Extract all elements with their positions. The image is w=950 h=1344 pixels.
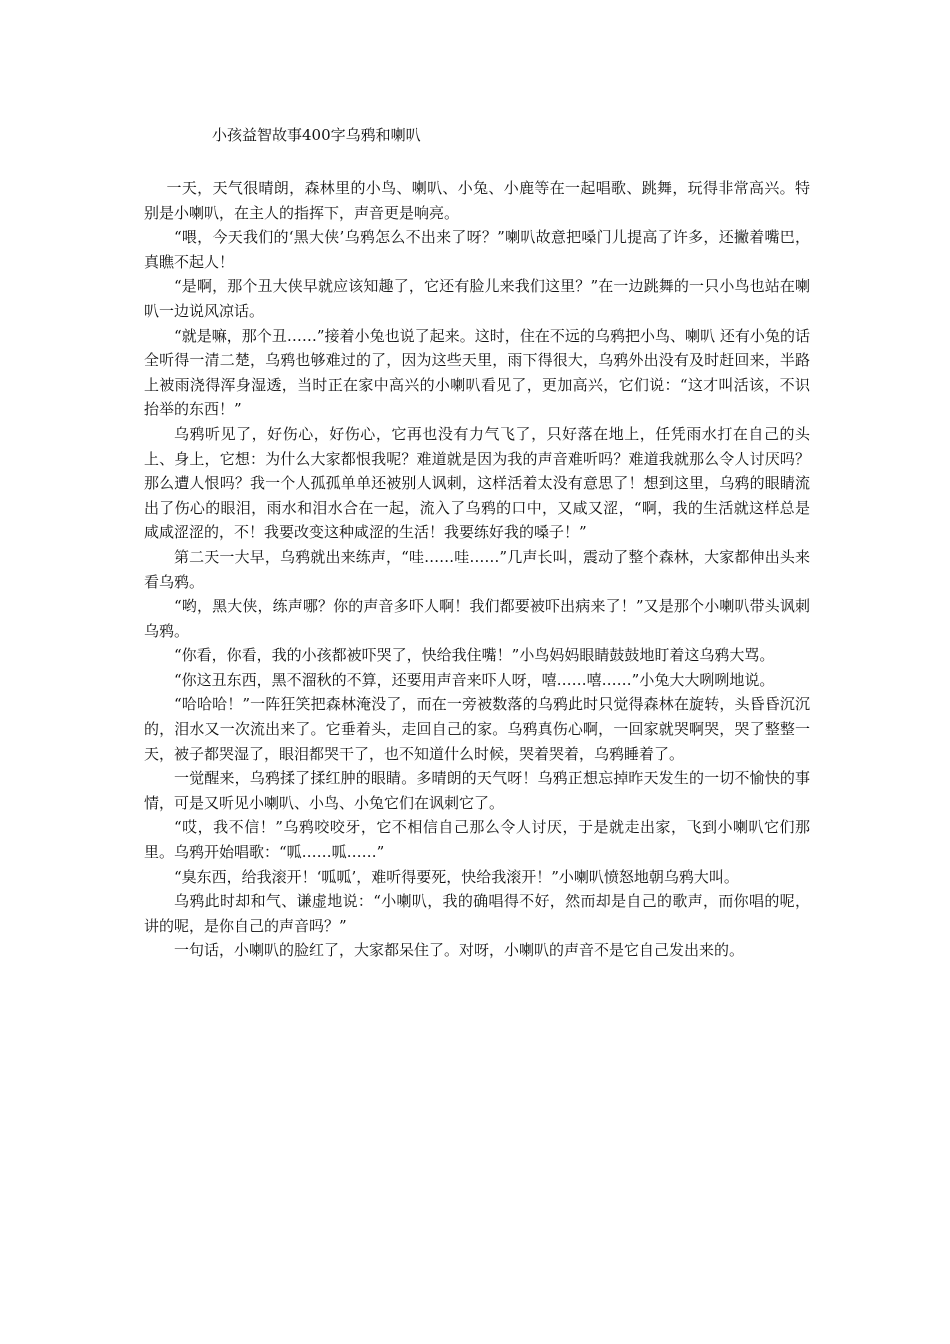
paragraph: 一天，天气很晴朗，森林里的小鸟、喇叭、小兔、小鹿等在一起唱歌、跳舞，玩得非常高兴。特别是小喇叭，在主人的指挥下，声音更是响亮。	[144, 179, 810, 222]
paragraph: 一觉醒来，乌鸦揉了揉红肿的眼睛。多晴朗的天气呀！乌鸦正想忘掉昨天发生的一切不愉快的事情，可是又听见小喇叭、小鸟、小兔它们在讽刺它了。	[144, 769, 810, 812]
document-title: 小孩益智故事400字乌鸦和喇叭	[212, 126, 421, 144]
paragraph: 乌鸦此时却和气、谦虚地说：“小喇叭，我的确唱得不好，然而却是自己的歌声，而你唱的呢，讲的呢，是你自己的声音吗？”	[144, 892, 810, 935]
paragraph: “你看，你看，我的小孩都被吓哭了，快给我住嘴！”小鸟妈妈眼睛鼓鼓地盯着这乌鸦大骂。	[174, 646, 775, 665]
paragraph: “喂，今天我们的‘黑大侠’乌鸦怎么不出来了呀？”喇叭故意把嗓门儿提高了许多，还撇着嘴巴，真瞧不起人！	[144, 228, 810, 271]
paragraph: “哎，我不信！”乌鸦咬咬牙，它不相信自己那么令人讨厌，于是就走出家，飞到小喇叭它们那里。乌鸦开始唱歌：“呱……呱……”	[144, 818, 810, 862]
paragraph: 一句话，小喇叭的脸红了，大家都呆住了。对呀，小喇叭的声音不是它自己发出来的。	[174, 941, 745, 960]
paragraph: “就是嘛，那个丑……”接着小兔也说了起来。这时，住在不远的乌鸦把小鸟、喇叭 还有小兔的话全听得一清二楚，乌鸦也够难过的了，因为这些天里，雨下得很大，乌鸦外出没有及时赶回来，半路上被雨浇得浑身湿透，当时正在家中高兴的小喇叭看见了，更加高兴，它们说：“这才叫活该，不识抬举的东西！”	[144, 326, 810, 419]
paragraph: 乌鸦听见了，好伤心，好伤心，它再也没有力气飞了，只好落在地上，任凭雨水打在自己的头上、身上，它想：为什么大家都恨我呢？难道就是因为我的声音难听吗？难道我就那么令人讨厌吗？那么遭人恨吗？我一个人孤孤单单还被别人讽刺，这样活着太没有意思了！想到这里，乌鸦的眼睛流出了伤心的眼泪，雨水和泪水合在一起，流入了乌鸦的口中，又咸又涩，“啊，我的生活就这样总是咸咸涩涩的，不！我要改变这种咸涩的生活！我要练好我的嗓子！”	[144, 424, 810, 542]
paragraph: 第二天一大早，乌鸦就出来练声，“哇……哇……”几声长叫，震动了整个森林，大家都伸出头来看乌鸦。	[144, 547, 810, 591]
paragraph: “你这丑东西，黑不溜秋的不算，还要用声音来吓人呀，嘻……嘻……”小兔大大咧咧地说。	[174, 670, 775, 689]
paragraph: “是啊，那个丑大侠早就应该知趣了，它还有脸儿来我们这里？”在一边跳舞的一只小鸟也站在喇叭一边说风凉话。	[144, 277, 810, 320]
document-body	[144, 176, 810, 963]
paragraph: “臭东西，给我滚开！‘呱呱’，难听得要死，快给我滚开！”小喇叭愤怒地朝乌鸦大叫。	[174, 867, 739, 886]
paragraph: “哈哈哈！”一阵狂笑把森林淹没了，而在一旁被数落的乌鸦此时只觉得森林在旋转，头昏昏沉沉的，泪水又一次流出来了。它垂着头，走回自己的家。乌鸦真伤心啊，一回家就哭啊哭，哭了整整一天，被子都哭湿了，眼泪都哭干了，也不知道什么时候，哭着哭着，乌鸦睡着了。	[144, 695, 810, 763]
paragraph: “哟，黑大侠，练声哪？你的声音多吓人啊！我们都要被吓出病来了！”又是那个小喇叭带头讽刺乌鸦。	[144, 597, 810, 640]
